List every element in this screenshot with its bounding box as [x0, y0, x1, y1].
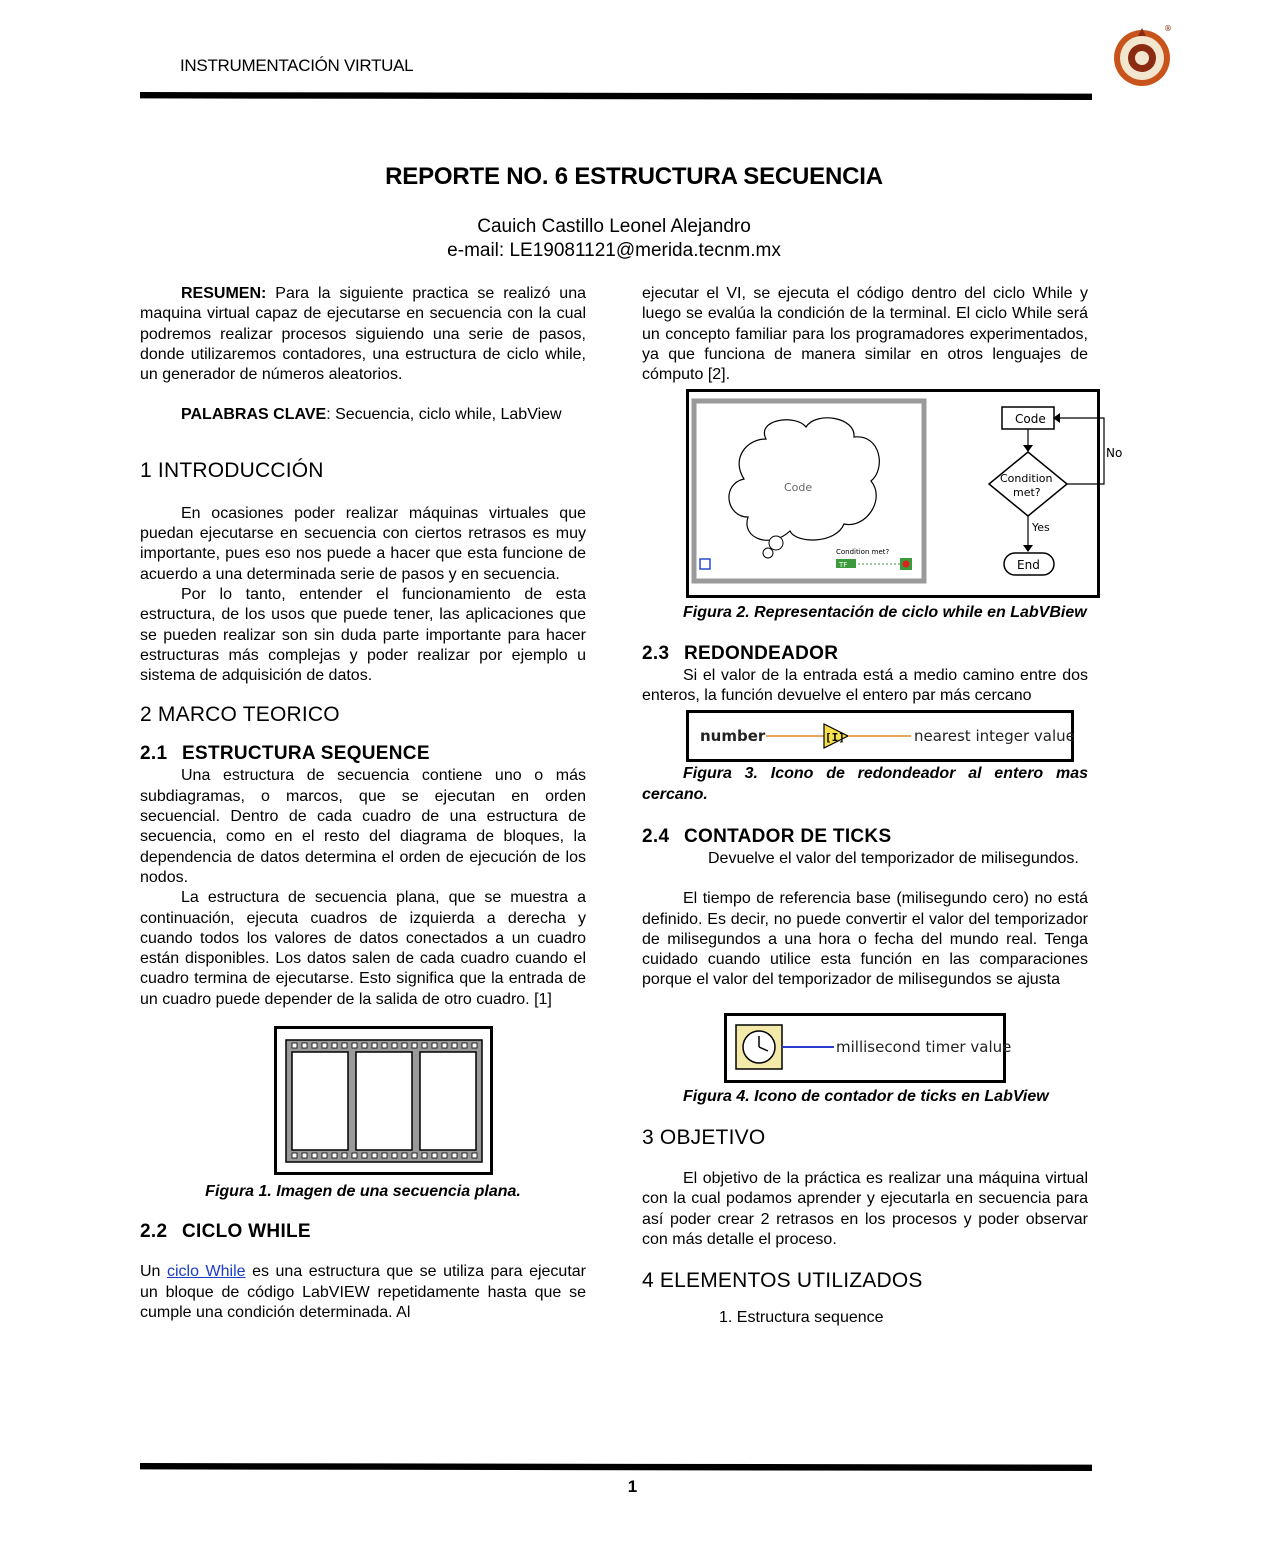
while-paragraph-continued: ejecutar el VI, se ejecuta el código dentro del ciclo While y luego se evalúa la condición de la terminal. El ciclo While será un concepto familiar para los programadores experimentados, ya que funciona de manera similar en otros lenguajes de cómputo [2].: [642, 285, 1088, 384]
author-email: e-mail: LE19081121@merida.tecnm.mx: [447, 240, 781, 261]
subsection-number: 2.3: [642, 642, 670, 664]
while-paragraph: [140, 1262, 586, 1323]
fig3-glyph: [I]: [825, 731, 845, 745]
redondeador-paragraph: Si el valor de la entrada está a medio camino entre dos enteros, la función devuelve el entero par más cercano: [642, 666, 1088, 705]
fig4-output-label: millisecond timer value: [836, 1037, 1012, 1056]
subsection-21-heading: [140, 742, 586, 766]
fig2-tf-label: TF: [839, 561, 848, 570]
while-text-post: es una estructura que se utiliza para ejecutar un bloque de código LabVIEW repetidamente hasta que se cumple una condición determinada. Al: [140, 1263, 587, 1321]
elements-list: [642, 1308, 1088, 1328]
svg-text:®: ®: [1164, 24, 1172, 33]
section-marco-heading: 2 MARCO TEORICO: [140, 703, 340, 727]
sequence-paragraph-1: Una estructura de secuencia contiene uno o más subdiagramas, o marcos, que se ejecutan en orden secuencial. Dentro de cada cuadro de una estructura de secuencia, como en el resto del diagrama de bloques, la dependencia de datos determina el orden de ejecución de los nodos.: [140, 767, 586, 886]
figure-3-caption: Figura 3. Icono de redondeador al entero mas cercano.: [642, 765, 1088, 803]
intro-paragraph-2: Por lo tanto, entender el funcionamiento de esta estructura, de los usos que puede tener, las aplicaciones que se pueden realizar son sin duda parte importante para hacer estructuras más complejas y poder realizar por ejemplo u sistema de adquisición de datos.: [140, 585, 586, 685]
document-title: REPORTE NO. 6 ESTRUCTURA SECUENCIA: [385, 163, 883, 190]
subsection-23-heading: [642, 642, 1088, 666]
objetivo-paragraph: El objetivo de la práctica es realizar una máquina virtual con la cual podamos aprender y ejecutarla en secuencia para así poder crear 2 retrasos en los procesos y poder observar con más detalle el proceso.: [642, 1170, 1088, 1248]
list-item: 1. Estructura sequence: [719, 1309, 884, 1327]
fig2-diamond-line2: met?: [1013, 486, 1041, 500]
header-rule: [140, 92, 1092, 100]
fig2-condition-label: Condition met?: [836, 548, 890, 557]
running-header: INSTRUMENTACIÓN VIRTUAL: [180, 56, 414, 75]
subsection-title: CICLO WHILE: [182, 1221, 311, 1243]
fig3-input-label: number: [700, 727, 766, 746]
section-elementos-heading: 4 ELEMENTOS UTILIZADOS: [642, 1269, 923, 1293]
fig2-end-label: End: [1017, 558, 1040, 573]
keywords: [140, 405, 586, 425]
while-text-pre: Un: [140, 1263, 167, 1281]
university-seal-icon: [1112, 22, 1174, 88]
sequence-paragraph-2: La estructura de secuencia plana, que se muestra a continuación, ejecuta cuadros de izquierda a derecha y cuando todos los valores de datos conectados a un cuadro están disponibles. Los datos salen de cada cuadro cuando el cuadro termina de ejecutarse. Esto significa que la entrada de un cuadro puede depender de la salida de otro cuadro. [1]: [140, 889, 586, 1008]
author-block: [0, 215, 1228, 263]
figure-3-round-icon: [686, 710, 1074, 762]
abstract-label: RESUMEN:: [181, 285, 267, 302]
subsection-24-heading: [642, 825, 1088, 849]
subsection-title: CONTADOR DE TICKS: [684, 825, 892, 847]
abstract: [140, 284, 586, 385]
subsection-22-heading: [140, 1220, 586, 1244]
ticks-paragraph-2: El tiempo de referencia base (milisegundo cero) no está definido. Es decir, no puede convertir el valor del temporizador de milisegundos a una hora o fecha del mundo real. Tenga cuidado cuando utilice esta función en las comparaciones porque el valor del temporizador de milisegundos se ajusta: [642, 890, 1088, 989]
abstract-text: Para la siguiente practica se realizó una maquina virtual capaz de ejecutarse en secuencia con la cual podremos realizar procesos siguiendo una serie de pasos, donde utilizaremos contadores, una estructura de ciclo while, un generador de números aleatorios.: [140, 285, 586, 384]
right-column: [642, 284, 1123, 1329]
subsection-number: 2.4: [642, 825, 670, 847]
section-intro-heading: 1 INTRODUCCIÓN: [140, 458, 324, 482]
figure-1-caption: Figura 1. Imagen de una secuencia plana.: [205, 1183, 521, 1201]
fig2-diamond-line1: Condition: [1000, 472, 1053, 486]
subsection-title: REDONDEADOR: [684, 642, 839, 664]
fig2-no-label: No: [1106, 446, 1123, 461]
author-name: Cauich Castillo Leonel Alejandro: [477, 216, 751, 237]
keywords-text: : Secuencia, ciclo while, LabView: [326, 406, 562, 424]
keywords-label: PALABRAS CLAVE: [181, 406, 327, 424]
figure-4-tick-count-icon: [724, 1013, 1012, 1083]
ciclo-while-link[interactable]: ciclo While: [167, 1263, 246, 1281]
fig2-code-box-label: Code: [1015, 412, 1046, 427]
figure-4-caption: Figura 4. Icono de contador de ticks en LabView: [683, 1087, 1049, 1105]
figure-2-while-loop: [686, 389, 1123, 599]
subsection-number: 2.2: [140, 1221, 168, 1243]
fig3-output-label: nearest integer value: [914, 727, 1075, 746]
figure-2-caption: Figura 2. Representación de ciclo while en LabVBiew: [683, 604, 1087, 622]
left-column: [140, 284, 586, 1323]
page-number: 1: [627, 1477, 638, 1496]
ticks-paragraph-1: Devuelve el valor del temporizador de milisegundos.: [708, 849, 1079, 867]
figure-1-flat-sequence: [274, 1026, 494, 1176]
footer-rule: [140, 1463, 1092, 1471]
fig2-yes-label: Yes: [1032, 521, 1050, 535]
section-objetivo-heading: 3 OBJETIVO: [642, 1126, 766, 1150]
fig2-code-cloud-label: Code: [784, 481, 813, 495]
intro-paragraph-1: En ocasiones poder realizar máquinas virtuales que puedan ejecutarse en secuencia con ciertos retrasos es muy importante, pues eso nos puede a hacer que esta funcione de acuerdo a una determinada serie de pasos y en secuencia.: [140, 504, 586, 583]
subsection-title: ESTRUCTURA SEQUENCE: [182, 743, 430, 765]
subsection-number: 2.1: [140, 743, 168, 765]
